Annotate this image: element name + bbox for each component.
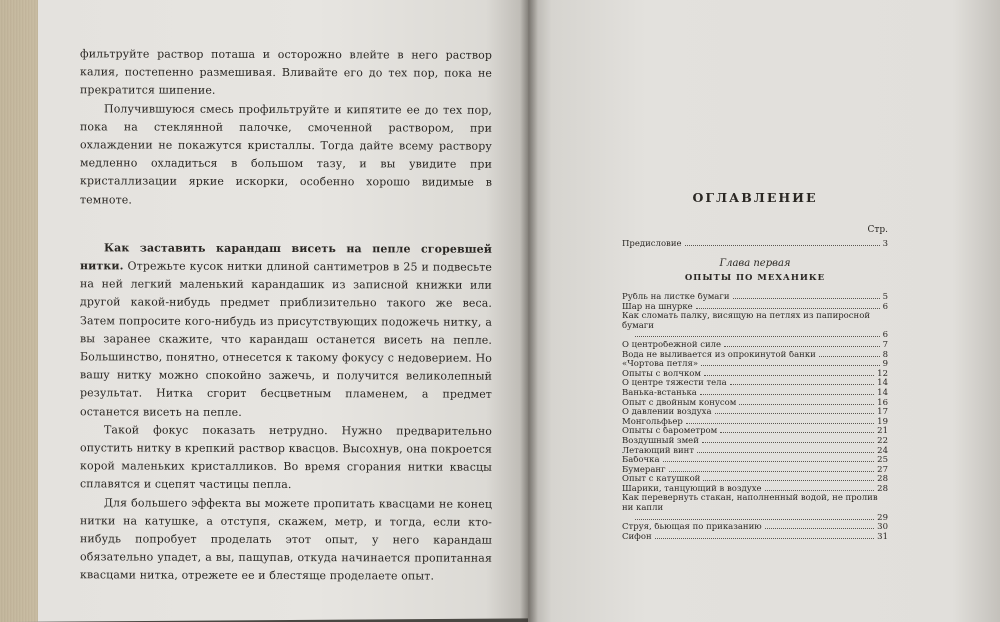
dot-leader: [635, 519, 874, 520]
toc-entry: [622, 312, 888, 331]
dot-leader: [739, 404, 874, 405]
toc-entry: [622, 293, 888, 303]
paragraph-body: Отрежьте кусок нитки длиной сантиметров в 25 и подвесьте на ней легкий маленький карандашик из записной книжки или другой какой-нибудь предмет приблизительно такого же веса. Затем попросите кого-нибудь из присутствующих подожечь нитку, а вы заранее скажите, что карандаш останется висеть на пепле. Большинство, понятно, отнесется к такому фокусу с недоверием. Но вашу нитку можно спокойно зажечь, и получится великолепный результат. Нитка сгорит бесцветным пламенем, а предмет останется висеть на пепле.: [80, 259, 492, 419]
toc-entry-page: 28: [877, 483, 888, 494]
toc-entry-page: 17: [877, 407, 888, 418]
dot-leader: [686, 423, 874, 424]
toc-entry: [622, 408, 888, 418]
toc-entry-title: Опыт с двойным конусом: [622, 398, 737, 408]
dot-leader: [669, 471, 875, 472]
dot-leader: [685, 245, 880, 246]
toc-entry-title: Монгольфьер: [622, 417, 683, 427]
dot-leader: [700, 394, 874, 395]
toc-entry-title: Как перевернуть стакан, наполненный водой, не пролив ни капли: [622, 493, 878, 514]
dot-leader: [724, 346, 880, 347]
toc-entry-title: Опыт с катушкой: [622, 475, 701, 485]
section-title: ОПЫТЫ ПО МЕХАНИКЕ: [684, 273, 826, 283]
toc-entry: [622, 494, 888, 513]
dot-leader: [635, 336, 880, 337]
toc-entry-title: Предисловие: [622, 239, 682, 249]
toc-entry-title: Рубль на листке бумаги: [622, 293, 730, 302]
toc-entry-page: 16: [877, 397, 888, 408]
toc-entry-title: Шарики, танцующий в воздухе: [622, 484, 762, 494]
left-page-text: [80, 45, 492, 586]
paragraph: фильтруйте раствор поташа и осторожно влейте в него раствор калия, постепенно размешивая. Вливайте его до тех пор, пока не прекратится шипение.: [80, 47, 492, 98]
page-edges: [0, 0, 38, 622]
dot-leader: [733, 298, 880, 299]
toc-entry-page: 5: [882, 292, 888, 302]
toc-entry-page: 14: [877, 378, 888, 389]
toc-entry: [622, 466, 888, 476]
dot-leader: [703, 480, 874, 481]
dot-leader: [715, 413, 875, 414]
toc-entry-page: 29: [877, 512, 888, 523]
toc-entry-title: О центробежной силе: [622, 340, 722, 350]
dot-leader: [720, 432, 874, 433]
toc-entry-page: 28: [877, 474, 888, 485]
book-gutter: [520, 0, 538, 622]
paragraph: Для большего эффекта вы можете пропитать квасцами не конец нитки на катушке, а отступя, скажем, метр, и тогда, если кто-нибудь попробует проделать этот опыт, у него карандаш обязательно упадет, а вы, пащупав, откуда начинается пропитанная квасцами нитка, отрежете ее и блестяще проделаете опыт.: [80, 496, 492, 584]
toc-entry-page: 6: [882, 330, 888, 341]
toc-entry: [622, 523, 888, 533]
table-of-contents: [622, 190, 888, 542]
dot-leader: [765, 528, 875, 529]
toc-entry-page: 14: [877, 387, 888, 398]
toc-entry-title: О давлении воздуха: [622, 408, 712, 418]
toc-entry-page: 21: [877, 426, 888, 437]
toc-entry: [622, 533, 888, 543]
paragraph: Получившуюся смесь профильтруйте и кипятите ее до тех пор, пока на стеклянной палочке, смоченной раствором, при охлаждении не покажутся кристаллы. Тогда дайте всему раствору медленно охладиться в большом тазу, и вы увидите при кристаллизации яркие искорки, особенно хорошо видимые в темноте.: [80, 101, 492, 207]
toc-entry-continuation: [622, 514, 888, 524]
page-column-label: Стр.: [867, 225, 888, 235]
toc-entry-page: 6: [882, 301, 888, 312]
toc-entry-page: 24: [877, 445, 888, 456]
toc-entry-title: Шар на шнурке: [622, 302, 693, 312]
chapter-label: Глава первая: [719, 258, 791, 269]
toc-entry-title: Сифон: [622, 532, 652, 542]
toc-entry: [622, 370, 888, 380]
dot-leader: [701, 365, 880, 366]
toc-entry: [622, 399, 888, 409]
toc-entry-page: 25: [877, 455, 888, 466]
toc-entry-title: Ванька-встанька: [622, 388, 697, 398]
toc-entry: [622, 456, 888, 466]
toc-entry-title: Опыты с барометром: [622, 427, 718, 437]
toc-entry-title: О центре тяжести тела: [622, 379, 727, 389]
paragraph: Такой фокус показать нетрудно. Нужно предварительно опустить нитку в крепкий раствор квасцов. Высохнув, она покроется корой маленьких кристалликов. Во время сгорания нитки квасцы сплавятся и сцепят частицы пепла.: [80, 423, 492, 492]
toc-entry-page: 9: [882, 359, 888, 370]
toc-entry: [622, 389, 888, 399]
toc-title: ОГЛАВЛЕНИЕ: [692, 190, 818, 205]
toc-entry-title: Как сломать палку, висящую на петлях из папиросной бумаги: [622, 311, 871, 331]
dot-leader: [704, 375, 874, 376]
dot-leader: [655, 538, 875, 539]
paragraph: [80, 239, 492, 422]
toc-entry-page: 31: [877, 531, 888, 542]
toc-entry-title: Летающий винт: [622, 446, 695, 456]
dot-leader: [819, 356, 880, 357]
toc-entry-page: 19: [877, 416, 888, 427]
toc-entry: [622, 427, 888, 437]
toc-entry: [622, 341, 888, 351]
dot-leader: [702, 442, 874, 443]
toc-entry-page: 30: [877, 522, 888, 533]
toc-entry: [622, 475, 888, 485]
toc-entry-title: Вода не выливается из опрокинутой банки: [622, 350, 816, 360]
toc-entry-page: 22: [877, 435, 888, 446]
toc-entry-preface: [622, 239, 888, 250]
dot-leader: [697, 452, 874, 453]
toc-entry-page: 8: [882, 349, 888, 360]
toc-entry-title: Бумеранг: [622, 465, 666, 475]
toc-entry-title: Воздушный змей: [622, 436, 699, 446]
toc-entry: [622, 418, 888, 428]
toc-entry-title: «Чортова петля»: [622, 360, 699, 370]
toc-entry-title: Опыты с волчком: [622, 369, 701, 379]
paragraph-heading: Как заставить карандаш висеть на пепле сгоревшей нитки.: [80, 241, 492, 273]
toc-entry-continuation: [622, 331, 888, 341]
toc-entry-title: Бабочка: [622, 456, 660, 466]
dot-leader: [765, 490, 875, 491]
toc-entry-title: Струя, бьющая по приказанию: [622, 523, 762, 533]
dot-leader: [663, 461, 875, 462]
dot-leader: [730, 384, 875, 385]
toc-entry: [622, 351, 888, 361]
toc-entry-page: 12: [877, 368, 888, 379]
toc-entry: [622, 379, 888, 389]
toc-entry: [622, 437, 888, 447]
toc-entry: [622, 447, 888, 457]
toc-entry: [622, 360, 888, 370]
toc-entry-page: 3: [882, 239, 888, 249]
toc-entry-page: 7: [882, 339, 888, 350]
dot-leader: [696, 308, 880, 309]
toc-list: [622, 293, 888, 542]
toc-entry-page: 27: [877, 464, 888, 475]
